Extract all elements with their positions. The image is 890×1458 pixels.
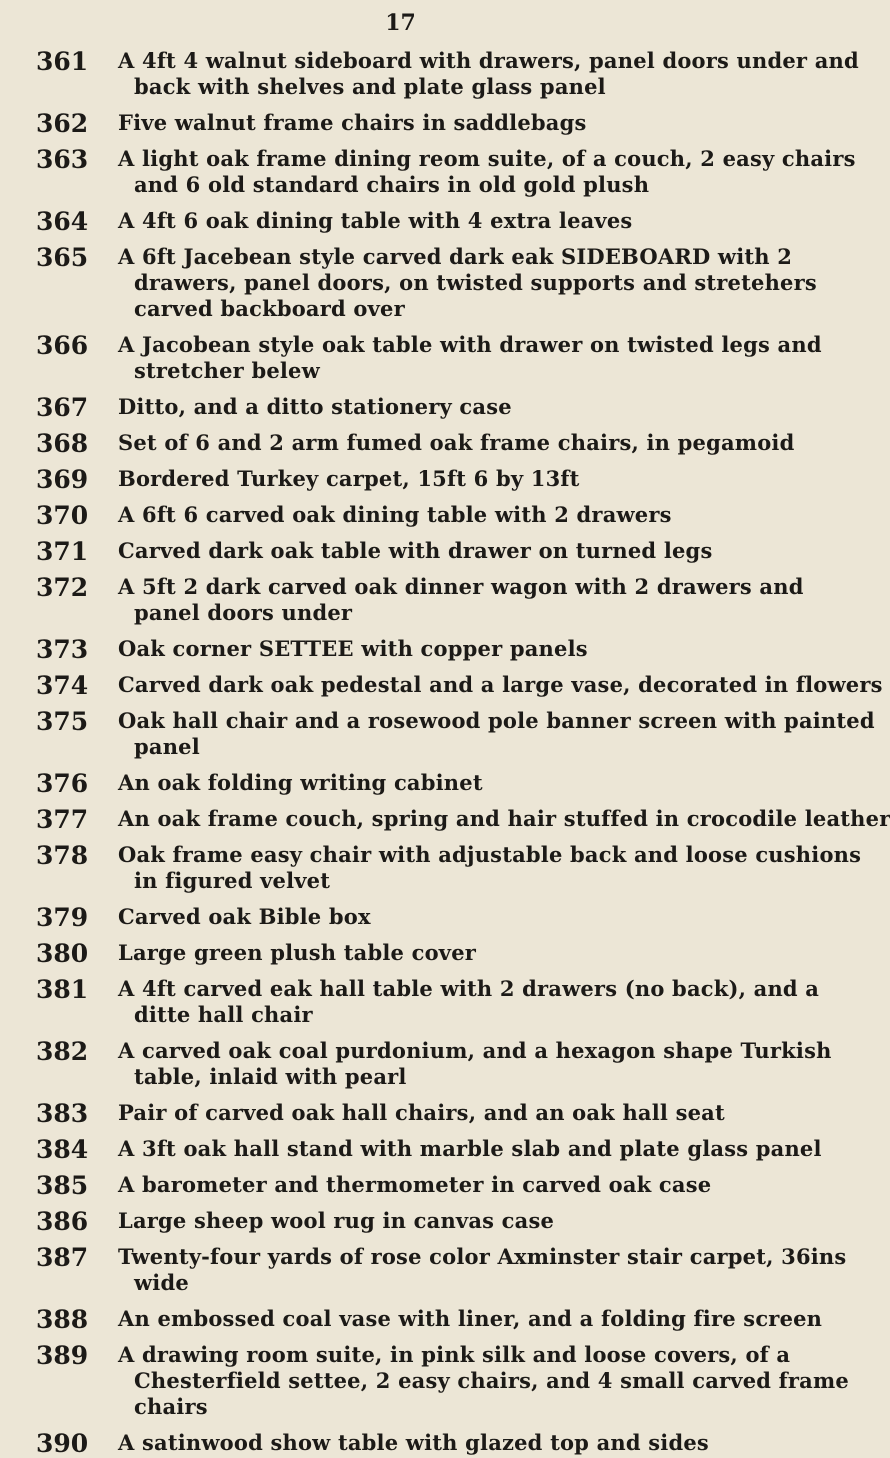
lot-description-line: A 4ft 4 walnut sideboard with drawers, panel doors under and [118, 48, 859, 73]
lot-description-line: A 3ft oak hall stand with marble slab and plate glass panel [118, 1136, 822, 1161]
lot-description-line: An oak folding writing cabinet [118, 770, 483, 795]
lot-number: 373 [36, 635, 89, 664]
lot-description-line: Carved oak Bible box [118, 904, 371, 929]
lot-description [118, 1208, 790, 1234]
lot-description [118, 1038, 832, 1090]
lot-description-line: A light oak frame dining reom suite, of a couch, 2 easy chairs [118, 146, 856, 171]
lot-number: 370 [36, 501, 89, 530]
lot-description [118, 466, 790, 492]
lot-number: 390 [36, 1429, 89, 1458]
lot-description-line: Twenty-four yards of rose color Axminster stair carpet, 36ins [118, 1244, 847, 1269]
lot-description-line: ditte hall chair [134, 1002, 313, 1027]
lot-number: 362 [36, 109, 89, 138]
lot-description-line: Large sheep wool rug in canvas case [118, 1208, 555, 1233]
lot-number: 366 [36, 331, 89, 360]
lot-description-line: wide [134, 1270, 189, 1295]
lot-description-line: A Jacobean style oak table with drawer on twisted legs and [118, 332, 822, 357]
lot-description [118, 48, 859, 100]
lot-description-line: An embossed coal vase with liner, and a folding fire screen [118, 1306, 823, 1331]
lot-description [118, 636, 790, 662]
lot-description [118, 502, 790, 528]
lot-number: 389 [36, 1341, 89, 1370]
lot-number: 368 [36, 429, 89, 458]
lot-number: 375 [36, 707, 89, 736]
lot-description-line: back with shelves and plate glass panel [134, 74, 606, 99]
lot-description-line: and 6 old standard chairs in old gold plush [134, 172, 650, 197]
lot-description-line: stretcher belew [134, 358, 320, 383]
lot-description-line: A 6ft 6 carved oak dining table with 2 drawers [118, 502, 672, 527]
lot-number: 364 [36, 207, 89, 236]
lot-description-line: A 5ft 2 dark carved oak dinner wagon with 2 drawers and [118, 574, 804, 599]
lot-description [118, 332, 822, 384]
lot-description [118, 842, 862, 894]
lot-number: 377 [36, 805, 89, 834]
lot-number: 365 [36, 243, 89, 272]
lot-description [118, 146, 856, 198]
lot-number: 374 [36, 671, 89, 700]
lot-description-line: Carved dark oak table with drawer on turned legs [118, 538, 713, 563]
lot-description [118, 940, 790, 966]
lot-number: 369 [36, 465, 89, 494]
lot-description-line: drawers, panel doors, on twisted supports and stretehers [134, 270, 817, 295]
lot-number: 381 [36, 975, 89, 1004]
lot-description-line: A barometer and thermometer in carved oak case [118, 1172, 712, 1197]
lot-number: 387 [36, 1243, 89, 1272]
lot-description-line: A 4ft 6 oak dining table with 4 extra leaves [118, 208, 633, 233]
lot-description-line: Pair of carved oak hall chairs, and an oak hall seat [118, 1100, 725, 1125]
lot-description-line: Chesterfield settee, 2 easy chairs, and 4 small carved frame [134, 1368, 849, 1393]
lot-number: 380 [36, 939, 89, 968]
lot-number: 384 [36, 1135, 89, 1164]
lot-description-line: table, inlaid with pearl [134, 1064, 407, 1089]
lot-description-line: An oak frame couch, spring and hair stuffed in crocodile leather [118, 806, 890, 831]
lot-description [118, 1430, 790, 1456]
lot-description-line: in figured velvet [134, 868, 331, 893]
lot-description-line: Oak hall chair and a rosewood pole banner screen with painted [118, 708, 875, 733]
lot-description-line: A satinwood show table with glazed top and sides [118, 1430, 709, 1455]
lot-description-line: chairs [134, 1394, 208, 1419]
lot-description [118, 1136, 822, 1162]
lot-description-line: A carved oak coal purdonium, and a hexagon shape Turkish [118, 1038, 832, 1063]
lot-description-line: Oak frame easy chair with adjustable back and loose cushions [118, 842, 862, 867]
lot-description [118, 1306, 823, 1332]
lot-description [118, 708, 875, 760]
lot-description [118, 976, 820, 1028]
lot-number: 385 [36, 1171, 89, 1200]
lot-number: 376 [36, 769, 89, 798]
lot-description-line: Carved dark oak pedestal and a large vase, decorated in flowers [118, 672, 883, 697]
lot-number: 378 [36, 841, 89, 870]
lot-description-line: Large green plush table cover [118, 940, 477, 965]
lot-description-line: carved backboard over [134, 296, 405, 321]
lot-number: 379 [36, 903, 89, 932]
lot-description-line: panel [134, 734, 200, 759]
lot-number: 363 [36, 145, 89, 174]
lot-description [118, 672, 883, 698]
lot-description-line: Set of 6 and 2 arm fumed oak frame chairs, in pegamoid [118, 430, 795, 455]
lot-description [118, 1342, 849, 1420]
lot-description [118, 806, 890, 832]
lot-description-line: A 6ft Jacebean style carved dark eak SIDEBOARD with 2 [118, 244, 793, 269]
lot-description-line: A drawing room suite, in pink silk and loose covers, of a [118, 1342, 791, 1367]
lot-description [118, 770, 790, 796]
lot-description-line: Ditto, and a ditto stationery case [118, 394, 512, 419]
page-number: 17 [385, 10, 416, 36]
lot-description [118, 1172, 790, 1198]
lot-number: 361 [36, 47, 89, 76]
lot-description-line: Five walnut frame chairs in saddlebags [118, 110, 587, 135]
lot-description-line: panel doors under [134, 600, 353, 625]
lot-description [118, 394, 790, 420]
lot-description [118, 574, 804, 626]
lot-description [118, 430, 795, 456]
lot-number: 367 [36, 393, 89, 422]
lot-description-line: A 4ft carved eak hall table with 2 drawers (no back), and a [118, 976, 820, 1001]
lot-description [118, 904, 790, 930]
lot-description [118, 538, 790, 564]
lot-number: 382 [36, 1037, 89, 1066]
lot-description [118, 244, 817, 322]
lot-number: 388 [36, 1305, 89, 1334]
lot-description [118, 1100, 790, 1126]
lot-number: 386 [36, 1207, 89, 1236]
lot-description-line: Oak corner SETTEE with copper panels [118, 636, 588, 661]
lot-number: 371 [36, 537, 89, 566]
lot-description [118, 110, 790, 136]
lot-number: 383 [36, 1099, 89, 1128]
lot-description [118, 1244, 847, 1296]
lot-description [118, 208, 790, 234]
lot-description-line: Bordered Turkey carpet, 15ft 6 by 13ft [118, 466, 580, 491]
lot-number: 372 [36, 573, 89, 602]
